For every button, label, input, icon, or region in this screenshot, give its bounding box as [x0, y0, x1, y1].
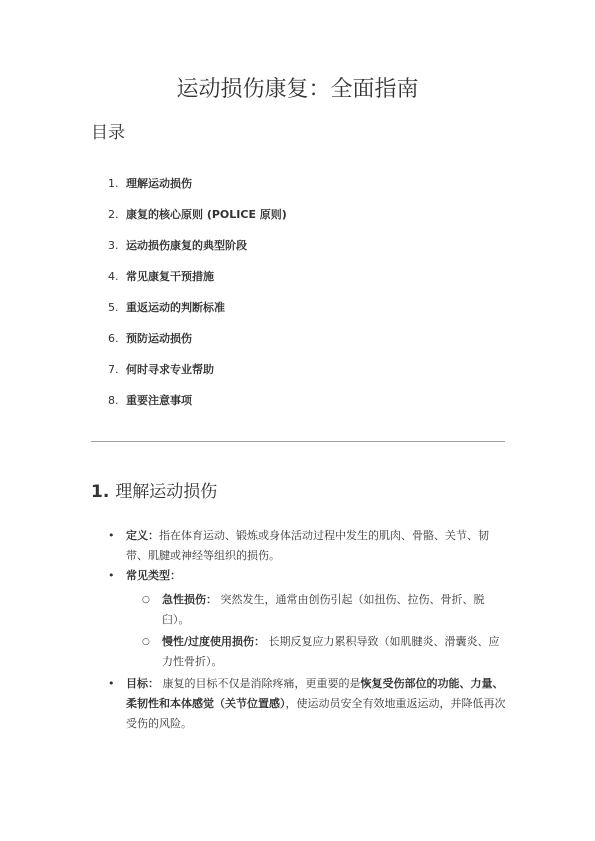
toc-heading: 目录	[91, 123, 125, 143]
bullet-types	[108, 566, 506, 672]
toc-item-number: 3.	[108, 238, 119, 252]
toc-item[interactable]	[108, 354, 287, 385]
toc-item-number: 8.	[108, 393, 119, 407]
bullet-icon: •	[108, 569, 115, 582]
toc-link[interactable]: 重返运动的判断标准	[126, 300, 225, 314]
definition-label: 定义：	[126, 529, 159, 542]
toc-item-number: 6.	[108, 331, 119, 345]
toc-item[interactable]	[108, 292, 287, 323]
toc-link[interactable]: 何时寻求专业帮助	[126, 362, 214, 376]
document-title: 运动损伤康复：全面指南	[176, 77, 419, 102]
toc-item-number: 4.	[108, 269, 119, 283]
types-sub-list	[108, 590, 506, 672]
table-of-contents	[108, 168, 287, 416]
section-bullet-list	[108, 526, 506, 734]
toc-item[interactable]	[108, 323, 287, 354]
section-number: 1.	[91, 482, 110, 502]
circle-bullet-icon: ○	[142, 595, 150, 605]
toc-item-number: 7.	[108, 362, 119, 376]
toc-item[interactable]	[108, 385, 287, 416]
acute-text: 突然发生，通常由创伤引起（如扭伤、拉伤、骨折、脱臼）。	[162, 593, 485, 626]
goal-bold-text: 恢复受伤部位的功能、力量、柔韧性和本体感觉（关节位置感）	[126, 677, 504, 710]
bullet-definition	[108, 526, 506, 566]
acute-label: 急性损伤：	[162, 593, 217, 606]
bullet-icon: •	[108, 677, 115, 690]
toc-item[interactable]	[108, 261, 287, 292]
toc-item-number: 2.	[108, 207, 119, 221]
toc-link[interactable]: 预防运动损伤	[126, 331, 192, 345]
section-divider	[91, 441, 505, 442]
sub-bullet-overuse	[108, 632, 506, 672]
goal-text-before: 康复的目标不仅是消除疼痛，更重要的是	[162, 677, 361, 690]
section-title: 理解运动损伤	[115, 482, 218, 502]
toc-item[interactable]	[108, 199, 287, 230]
bullet-icon: •	[108, 529, 115, 542]
overuse-text: 长期反复应力累积导致（如肌腱炎、滑囊炎、应力性骨折）。	[162, 635, 500, 668]
sub-bullet-acute	[108, 590, 506, 630]
bullet-goal	[108, 674, 506, 734]
toc-item[interactable]	[108, 230, 287, 261]
toc-link[interactable]: 运动损伤康复的典型阶段	[126, 238, 247, 252]
definition-text: 指在体育运动、锻炼或身体活动过程中发生的肌肉、骨骼、关节、韧带、肌腱或神经等组织的损伤。	[126, 529, 489, 562]
goal-label: 目标：	[126, 677, 159, 690]
goal-text-after: ，使运动员安全有效地重返运动，并降低再次受伤的风险。	[126, 697, 506, 730]
types-label: 常见类型：	[126, 569, 181, 582]
section-heading	[91, 481, 217, 503]
toc-link[interactable]: 理解运动损伤	[126, 176, 192, 190]
toc-link[interactable]: 重要注意事项	[126, 393, 192, 407]
toc-link[interactable]: 常见康复干预措施	[126, 269, 214, 283]
circle-bullet-icon: ○	[142, 637, 150, 647]
toc-item-number: 5.	[108, 300, 119, 314]
overuse-label: 慢性/过度使用损伤：	[162, 635, 266, 648]
toc-item-number: 1.	[108, 176, 119, 190]
toc-item[interactable]	[108, 168, 287, 199]
toc-link[interactable]: 康复的核心原则 (POLICE 原则)	[126, 207, 287, 221]
